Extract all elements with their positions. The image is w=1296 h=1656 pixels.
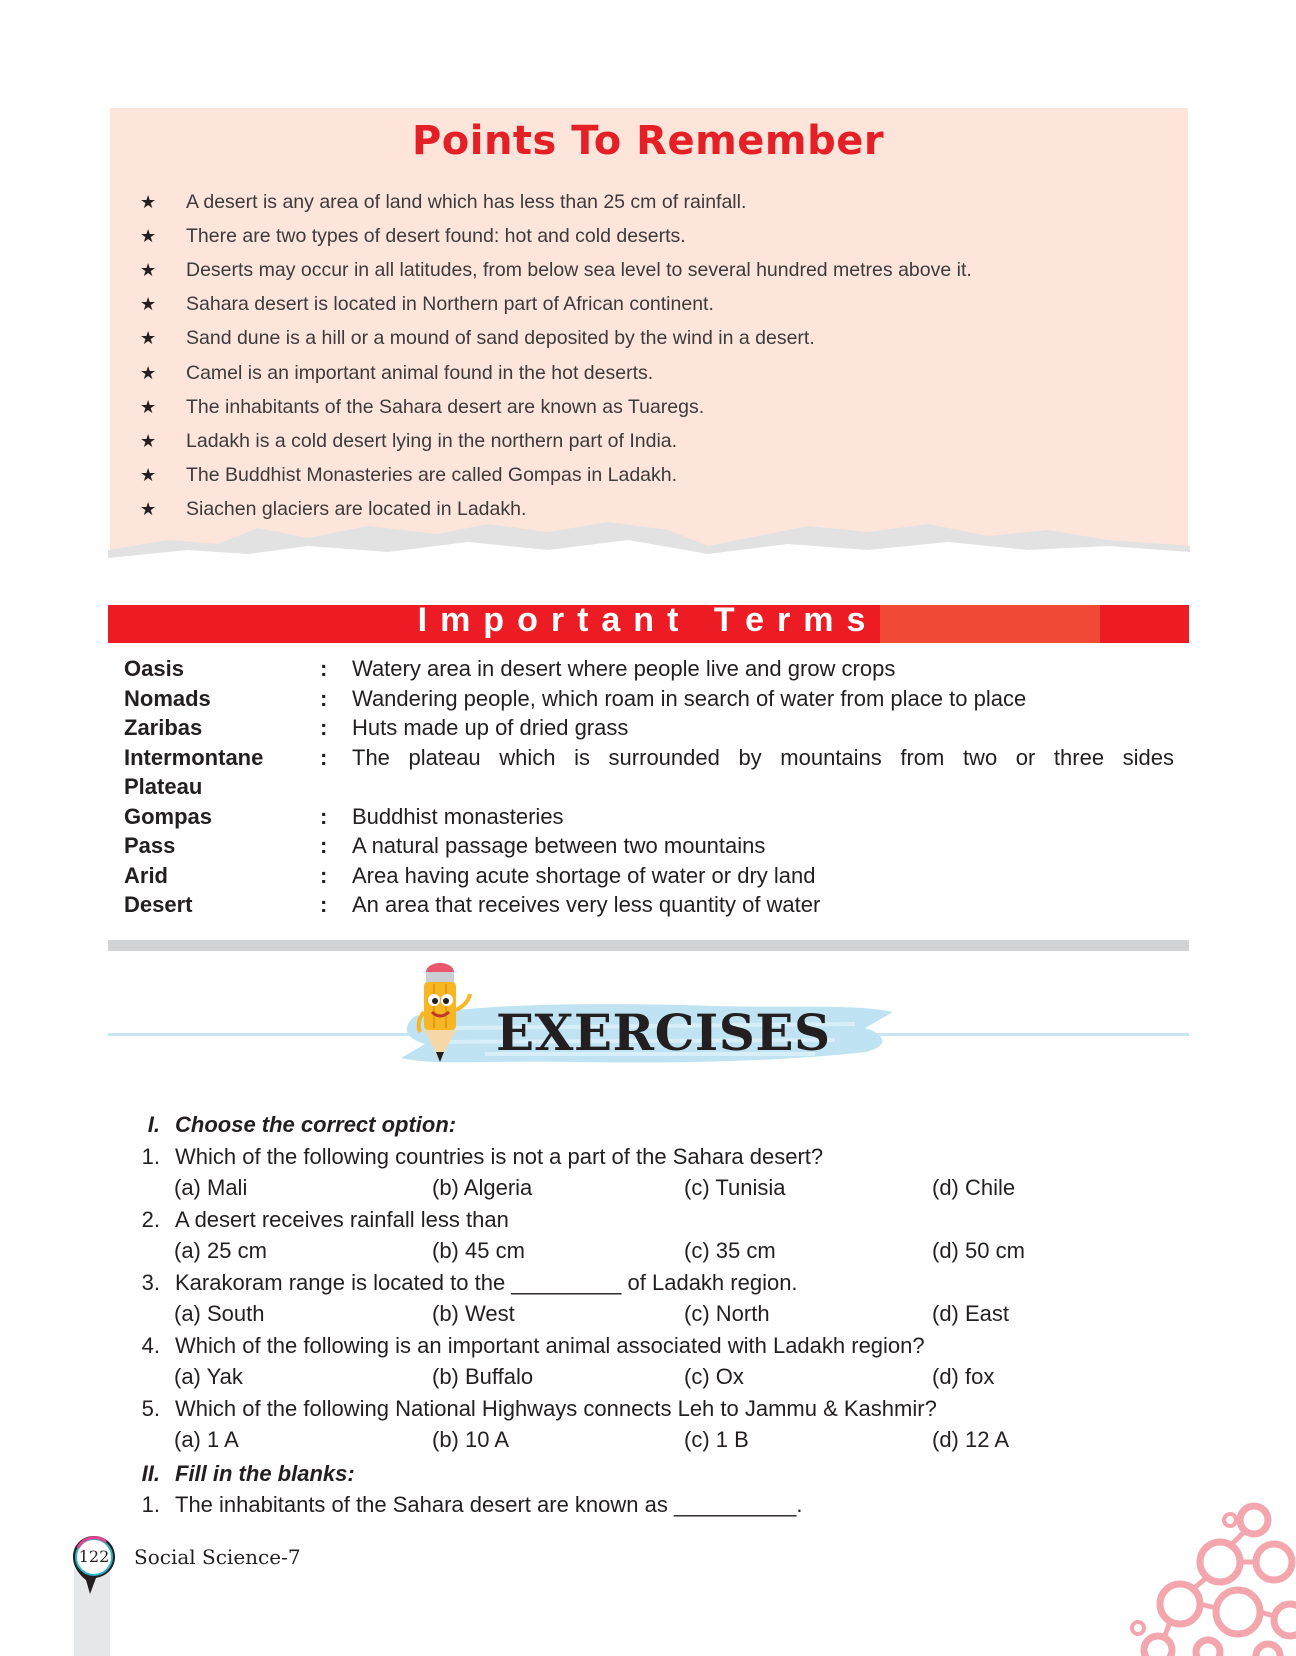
term-name-line: Intermontane — [124, 744, 264, 770]
pencil-mascot-icon — [412, 960, 474, 1068]
answer-option: (b) 45 cm — [432, 1238, 525, 1263]
term-name-line: Pass — [124, 833, 176, 858]
term-row — [124, 831, 1174, 861]
point-item — [140, 356, 972, 390]
term-name-line: Nomads — [124, 685, 211, 711]
term-definition: Area having acute shortage of water or dry land — [352, 862, 816, 888]
term-row — [124, 861, 1174, 891]
star-icon: ★ — [140, 499, 157, 520]
point-item — [140, 424, 972, 458]
answer-option: (b) Algeria — [432, 1175, 533, 1200]
term-row — [124, 802, 1174, 832]
term-row — [124, 684, 1174, 714]
question-number: 1. — [141, 1144, 160, 1169]
section-title: Fill in the blanks: — [175, 1461, 355, 1486]
term-definition: Watery area in desert where people live and grow crops — [352, 656, 896, 681]
point-item — [140, 493, 972, 527]
term-row — [124, 890, 1174, 920]
term-name-line: Zaribas — [124, 715, 203, 740]
term-name — [124, 654, 304, 684]
term-name — [124, 831, 304, 861]
points-to-remember-title: Points To Remember — [411, 118, 885, 164]
point-item — [140, 390, 972, 424]
question-text: Which of the following is an important animal associated with Ladakh region? — [175, 1333, 925, 1358]
answer-option: (c) 1 B — [684, 1427, 749, 1452]
star-icon: ★ — [140, 225, 157, 246]
question-number: 3. — [141, 1270, 160, 1295]
term-name-line: Gompas — [124, 803, 213, 829]
point-text: There are two types of desert found: hot and cold deserts. — [186, 224, 686, 247]
term-colon: : — [320, 862, 328, 888]
term-name — [124, 684, 304, 714]
point-text: Camel is an important animal found in the hot deserts. — [186, 361, 654, 384]
term-colon: : — [320, 892, 328, 917]
exercises-title: EXERCISES — [496, 1003, 831, 1062]
question-text: Which of the following National Highways connects Leh to Jammu & Kashmir? — [175, 1396, 937, 1421]
answer-option: (d) fox — [932, 1364, 995, 1389]
answer-option: (c) Ox — [684, 1364, 744, 1389]
answer-option: (b) 10 A — [432, 1427, 510, 1452]
term-name-line: Oasis — [124, 656, 184, 681]
term-name — [124, 713, 304, 743]
section-number: I. — [147, 1112, 160, 1137]
term-name-line: Desert — [124, 892, 193, 917]
term-row — [124, 713, 1174, 743]
term-row — [124, 654, 1174, 684]
answer-option: (b) Buffalo — [432, 1364, 534, 1389]
question-text: The inhabitants of the Sahara desert are known as __________. — [175, 1492, 803, 1517]
term-definition: Huts made up of dried grass — [352, 715, 629, 740]
term-colon: : — [320, 744, 328, 770]
point-item — [140, 459, 972, 493]
point-text: Ladakh is a cold desert lying in the northern part of India. — [186, 429, 678, 452]
terms-list — [124, 654, 1174, 920]
point-item — [140, 322, 972, 356]
term-definition: The plateau which is surrounded by mountains from two or three sides — [352, 744, 1174, 770]
term-definition: Buddhist monasteries — [352, 803, 564, 829]
points-list — [140, 185, 972, 527]
question-number: 4. — [141, 1333, 160, 1358]
term-definition: An area that receives very less quantity of water — [352, 892, 821, 917]
point-item — [140, 253, 972, 287]
point-text: Sahara desert is located in Northern part of African continent. — [186, 293, 714, 316]
point-text: A desert is any area of land which has less than 25 cm of rainfall. — [186, 190, 747, 213]
question-number: 2. — [141, 1207, 160, 1232]
star-icon: ★ — [140, 191, 157, 212]
answer-option: (a) Mali — [174, 1175, 248, 1200]
term-name — [124, 890, 304, 920]
answer-option: (d) Chile — [932, 1175, 1016, 1200]
point-item — [140, 185, 972, 219]
book-title: Social Science-7 — [134, 1545, 301, 1569]
term-name-line: Plateau — [124, 774, 203, 799]
answer-option: (a) South — [174, 1301, 265, 1326]
answer-option: (a) 25 cm — [174, 1238, 267, 1263]
question-text: Karakoram range is located to the _________ of Ladakh region. — [175, 1270, 798, 1295]
question-text: A desert receives rainfall less than — [175, 1207, 509, 1232]
answer-option: (d) 12 A — [932, 1427, 1010, 1452]
term-name — [124, 743, 304, 802]
point-item — [140, 219, 972, 253]
star-icon: ★ — [140, 294, 157, 315]
answer-option: (d) 50 cm — [932, 1238, 1025, 1263]
point-text: Deserts may occur in all latitudes, from below sea level to several hundred metres above it. — [186, 258, 972, 281]
term-name-line: Arid — [124, 862, 168, 888]
point-text: Siachen glaciers are located in Ladakh. — [186, 498, 527, 521]
term-definition: A natural passage between two mountains — [352, 833, 766, 858]
star-icon: ★ — [140, 328, 157, 349]
answer-option: (a) Yak — [174, 1364, 243, 1389]
important-terms-title: Important Terms — [417, 601, 879, 639]
section-divider — [108, 940, 1189, 951]
star-icon: ★ — [140, 430, 157, 451]
term-definition: Wandering people, which roam in search of water from place to place — [352, 685, 1027, 711]
decorative-circles-icon — [1120, 1500, 1296, 1656]
answer-option: (b) West — [432, 1301, 515, 1326]
point-item — [140, 288, 972, 322]
section-number: II. — [141, 1461, 160, 1486]
star-icon: ★ — [140, 259, 157, 280]
answer-option: (a) 1 A — [174, 1427, 239, 1452]
point-text: The inhabitants of the Sahara desert are known as Tuaregs. — [186, 395, 705, 418]
point-text: The Buddhist Monasteries are called Gompas in Ladakh. — [186, 464, 678, 487]
answer-option: (c) Tunisia — [684, 1175, 786, 1200]
term-name — [124, 861, 304, 891]
section-title: Choose the correct option: — [175, 1112, 457, 1137]
term-name — [124, 802, 304, 832]
answer-option: (c) 35 cm — [684, 1238, 776, 1263]
answer-option: (c) North — [684, 1301, 770, 1326]
question-number: 5. — [141, 1396, 160, 1421]
star-icon: ★ — [140, 396, 157, 417]
term-colon: : — [320, 685, 328, 711]
page-number: 122 — [78, 1547, 110, 1566]
point-text: Sand dune is a hill or a mound of sand deposited by the wind in a desert. — [186, 327, 815, 350]
question-text: Which of the following countries is not a part of the Sahara desert? — [175, 1144, 824, 1169]
term-colon: : — [320, 715, 328, 740]
term-row — [124, 743, 1174, 802]
star-icon: ★ — [140, 465, 157, 486]
question-number: 1. — [141, 1492, 160, 1517]
answer-option: (d) East — [932, 1301, 1010, 1326]
term-colon: : — [320, 803, 328, 829]
term-colon: : — [320, 833, 328, 858]
star-icon: ★ — [140, 362, 157, 383]
term-colon: : — [320, 656, 328, 681]
